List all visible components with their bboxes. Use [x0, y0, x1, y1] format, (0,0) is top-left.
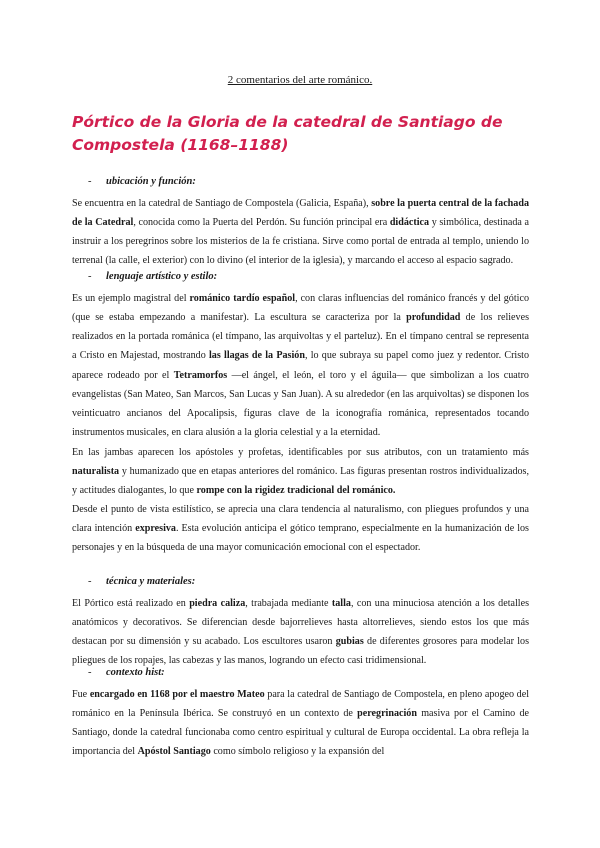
list-dash: - — [88, 667, 92, 678]
paragraph-contexto — [72, 685, 529, 762]
paragraph-ubicacion — [72, 194, 529, 271]
text-run: Se encuentra en la catedral de Santiago de Compostela (Galicia, España), — [72, 198, 372, 209]
bold-text-run: Tetramorfos — [173, 369, 228, 381]
text-run: , con una minuciosa atención a los detalles anatómicos y decorativos. Se diferencian desde bajorrelieves hasta altorrelieves, siendo estos los que más destacan por su dimensión y su acabado. Los escultores usaron — [72, 598, 529, 648]
text-run: Desde el punto de vista estilístico, se aprecia una clara tendencia al naturalismo, con pliegues profundos y una clara intención — [72, 504, 529, 535]
text-run: de diferentes grosores para modelar los pliegues de los ropajes, las cabezas y las manos, logrando un efecto casi tridimensional. — [72, 636, 529, 667]
text-run: como símbolo religioso y la expansión del — [210, 746, 385, 758]
text-run: , trabajada mediante — [245, 598, 332, 609]
text-run: de los relieves realizados en la portada románica (el tímpano, las arquivoltas y el parteluz). En el tímpano central se representa a Cristo en Majestad, mostrando — [72, 312, 529, 362]
bold-text-run: Apóstol Santiago — [137, 746, 211, 758]
bold-text-run: sobre la puerta central de la fachada de la Catedral — [72, 198, 529, 229]
section-heading-ubicacion: - ubicación y función: — [88, 176, 196, 187]
bold-text-run: encargado en 1168 por el maestro Mateo — [89, 689, 265, 700]
text-run: . Esta evolución anticipa el gótico temprano, especialmente en la humanización de los personajes y en la búsqueda de una mayor comunicación emocional con el espectador. — [72, 523, 529, 554]
bold-text-run: didáctica — [389, 217, 430, 229]
text-run: Fue — [72, 689, 90, 700]
paragraph-lenguaje-1 — [72, 289, 529, 442]
paragraph-tecnica — [72, 594, 529, 671]
bold-text-run: gubias — [335, 636, 364, 648]
bold-text-run: naturalista — [72, 466, 120, 478]
text-run: , con claras influencias del románico francés y del gótico (que se estaba empezando a manifestar). La escultura se caracteriza por la — [72, 293, 529, 324]
section-heading-tecnica: - técnica y materiales: — [88, 576, 196, 587]
bold-text-run: peregrinación — [357, 708, 417, 720]
text-run: , lo que subraya su papel como juez y redentor. Cristo aparece rodeado por el — [72, 350, 530, 381]
bold-text-run: rompe con la rigidez tradicional del románico. — [196, 485, 396, 497]
section-heading-lenguaje: - lenguaje artístico y estilo: — [88, 271, 218, 282]
text-run: , conocida como la Puerta del Perdón. Su función principal era — [133, 217, 390, 229]
bold-text-run: las llagas de la Pasión — [209, 350, 305, 362]
list-dash: - — [88, 176, 92, 187]
bold-text-run: talla — [331, 598, 351, 609]
bold-text-run: románico tardío español — [189, 293, 296, 304]
text-run: y simbólica, destinada a instruir a los peregrinos sobre los misterios de la fe cristiana. Sirve como portal de entrada al templo, uniendo lo terrenal (la calle, el exterior) con lo divino (el interior de la iglesia), y marcando el acceso al espacio sagrado. — [72, 217, 529, 267]
section-heading-contexto: - contexto hist: — [88, 667, 165, 678]
list-dash: - — [88, 271, 92, 282]
bold-text-run: piedra caliza — [189, 598, 246, 609]
text-run: El Pórtico está realizado en — [72, 598, 190, 609]
list-dash: - — [88, 576, 92, 587]
text-run: En las jambas aparecen los apóstoles y profetas, identificables por sus atributos, con un tratamiento más — [72, 447, 529, 458]
bold-text-run: profundidad — [406, 312, 461, 324]
text-run: y humanizado que en etapas anteriores del románico. Las figuras presentan rostros individualizados, y actitudes dialogantes, lo que — [72, 466, 529, 497]
paragraph-lenguaje-3 — [72, 500, 529, 557]
text-run: Es un ejemplo magistral del — [72, 293, 190, 304]
text-run: —el ángel, el león, el toro y el águila— que simbolizan a los cuatro evangelistas (San Mateo, San Marcos, San Lucas y San Juan). A su alrededor (en las arquivoltas) se disponen los veinticuatro ancianos del Apocalipsis, figuras clave de la iconografía románica, representados tocando instrumentos musicales, en clara alusión a la gloria celestial y a la eternidad. — [72, 369, 529, 439]
document-title: 2 comentarios del arte románico. — [227, 74, 373, 86]
text-run: para la catedral de Santiago de Compostela, en pleno apogeo del románico en la Península Ibérica. Se construyó en un contexto de — [72, 689, 530, 720]
text-run: masiva por el Camino de Santiago, donde la catedral funcionaba como centro espiritual y cultural de Europa occidental. La obra refleja la importancia del — [72, 708, 529, 758]
paragraph-lenguaje-2 — [72, 443, 529, 500]
artwork-heading: Pórtico de la Gloria de la catedral de Santiago de Compostela (1168–1188) — [72, 113, 503, 154]
bold-text-run: expresiva — [135, 523, 176, 535]
